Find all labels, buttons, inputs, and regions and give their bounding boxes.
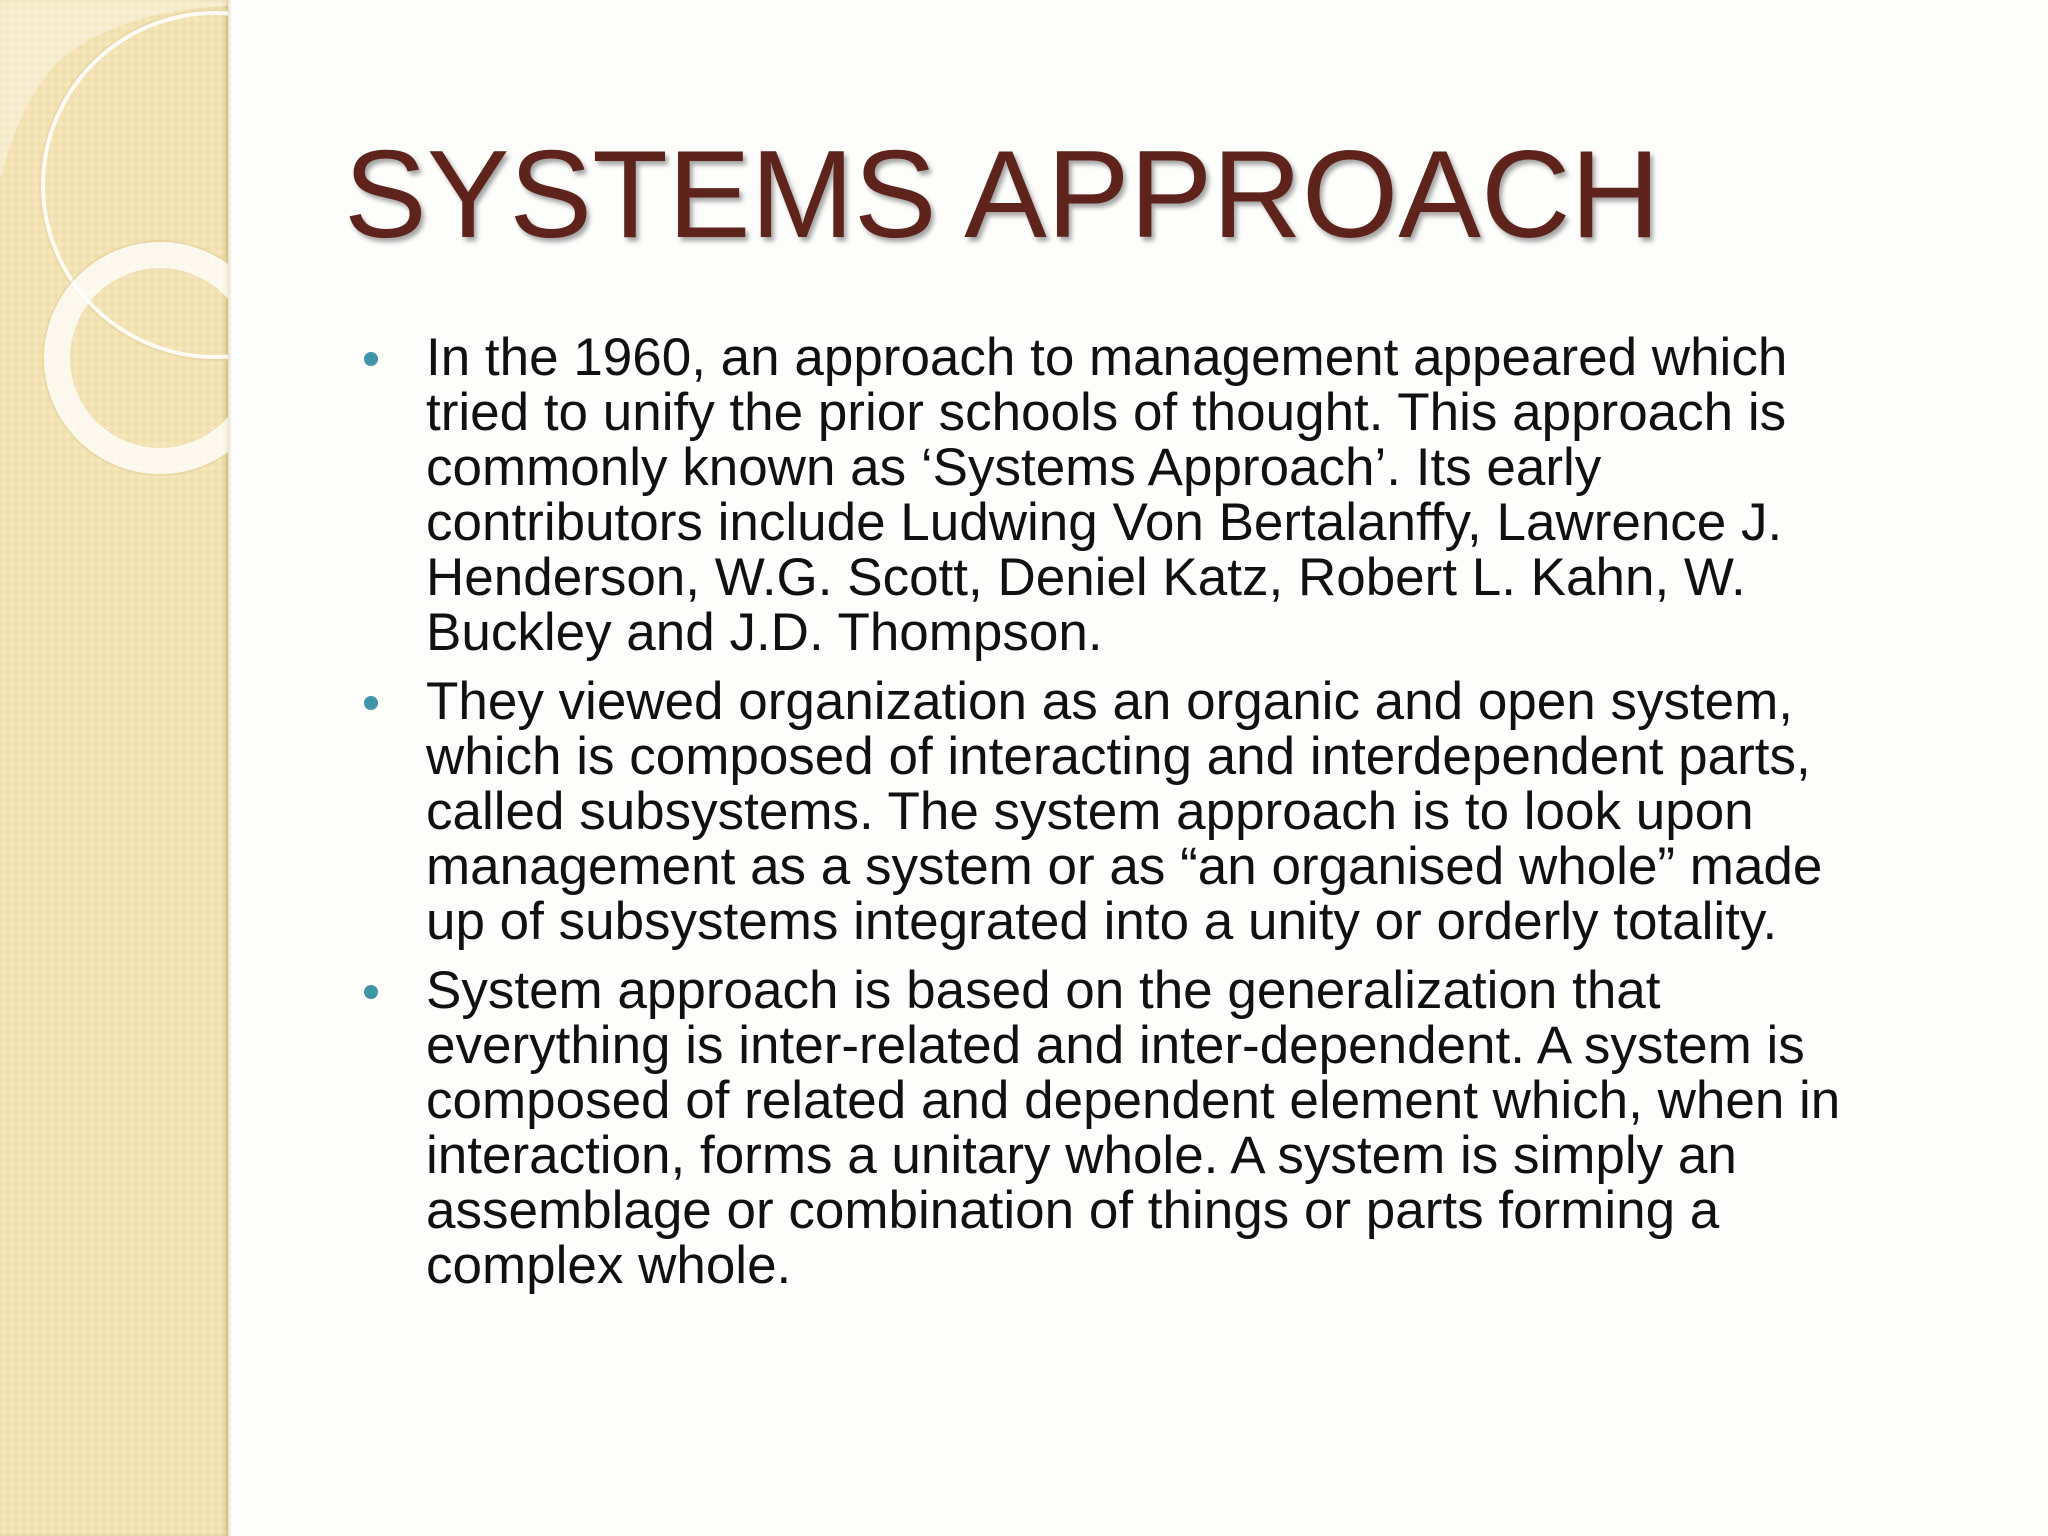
bullet-line: contributors include Ludwing Von Bertalanffy, Lawrence J. <box>426 493 1783 552</box>
bullet-line: interaction, forms a unitary whole. A system is simply an <box>426 1126 1737 1185</box>
bullet-line: System approach is based on the generalization that <box>426 961 1661 1020</box>
bullet-item <box>362 674 1962 949</box>
bullet-line: called subsystems. The system approach is to look upon <box>426 782 1754 841</box>
bullet-line: Buckley and J.D. Thompson. <box>426 603 1103 662</box>
bullet-line: management as a system or as “an organised whole” made <box>426 837 1823 896</box>
bullet-line: complex whole. <box>426 1236 792 1295</box>
bullet-marker-icon <box>364 696 378 710</box>
bullet-marker-icon <box>364 352 378 366</box>
slide-title: SYSTEMS APPROACH <box>344 126 1661 264</box>
bullet-text <box>426 963 1962 1293</box>
decorative-circles-icon <box>0 0 228 520</box>
bullet-line: tried to unify the prior schools of thought. This approach is <box>426 383 1787 442</box>
bullet-text <box>426 330 1962 660</box>
bullet-line: up of subsystems integrated into a unity or orderly totality. <box>426 892 1778 951</box>
bullet-list <box>362 330 1962 1307</box>
bullet-line: which is composed of interacting and interdependent parts, <box>426 727 1811 786</box>
bullet-item <box>362 963 1962 1293</box>
bullet-line: everything is inter-related and inter-dependent. A system is <box>426 1016 1805 1075</box>
bullet-line: In the 1960, an approach to management appeared which <box>426 328 1788 387</box>
bullet-line: composed of related and dependent element which, when in <box>426 1071 1841 1130</box>
bullet-line: They viewed organization as an organic and open system, <box>426 672 1794 731</box>
bullet-marker-icon <box>364 985 378 999</box>
bullet-line: assemblage or combination of things or parts forming a <box>426 1181 1720 1240</box>
bullet-line: Henderson, W.G. Scott, Deniel Katz, Robert L. Kahn, W. <box>426 548 1746 607</box>
bullet-line: commonly known as ‘Systems Approach’. Its early <box>426 438 1602 497</box>
bullet-item <box>362 330 1962 660</box>
bullet-text <box>426 674 1962 949</box>
